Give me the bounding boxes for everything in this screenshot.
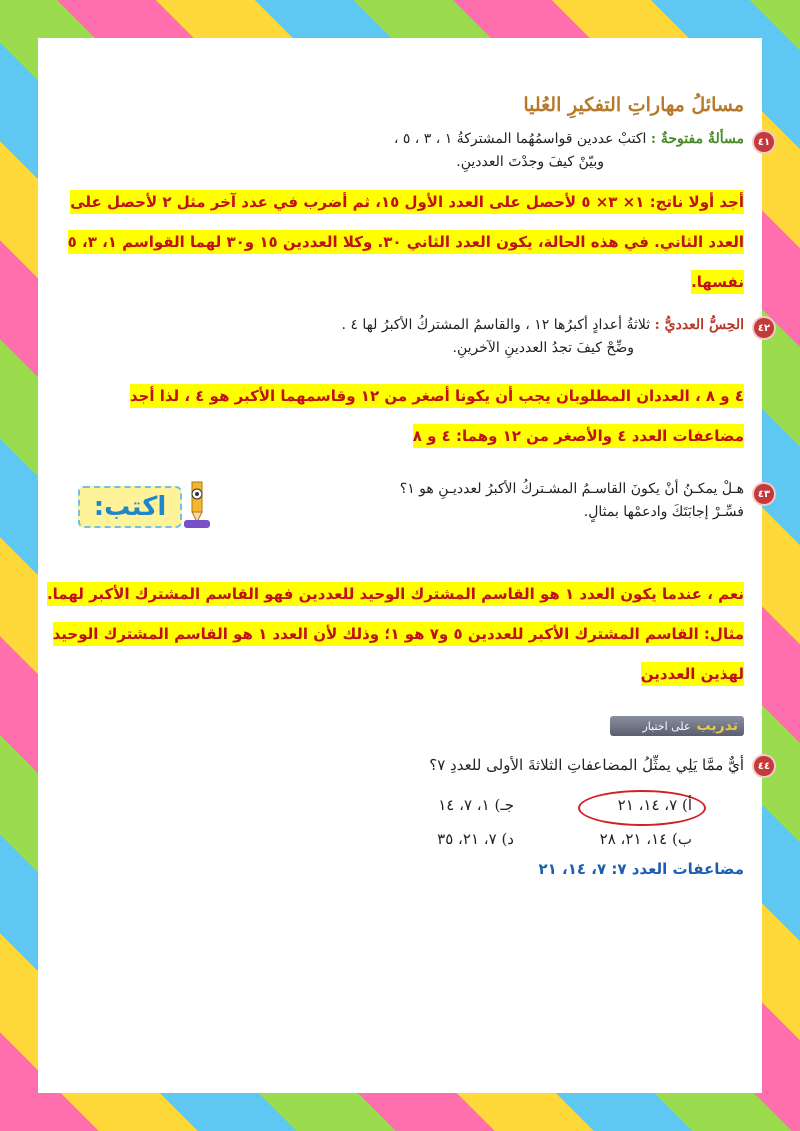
question-number-43: ٤٣: [754, 484, 774, 504]
question-41-line2: وبيّنْ كيفَ وجدْتَ العددينِ.: [456, 154, 604, 170]
write-badge-label: اكتب:: [78, 486, 182, 528]
worksheet-page: [38, 38, 771, 1093]
practice-bar: [610, 716, 744, 736]
pencil-character-icon: [180, 480, 214, 530]
option-c: جـ) ١، ٧، ١٤: [438, 796, 514, 814]
answer-43: [42, 574, 744, 694]
section-title-text: مسائلُ مهاراتِ التفكيرِ العُليا: [523, 94, 744, 116]
question-41-line1: اكتبْ عددين قواسمُهُما المشتركةُ ١ ، ٣ ، ٥ ،: [393, 131, 647, 147]
question-42-line2: وضِّحْ كيفَ تجدُ العددينِ الآخرينِ.: [452, 340, 634, 356]
question-42-line1: ثلاثةُ أعدادٍ أكبرُها ١٢ ، والقاسمُ المشتركُ الأكبرُ لها ٤ .: [341, 317, 651, 333]
number-sense-label: الحِسُّ العدديُّ :: [654, 317, 744, 333]
answer-42-line2: مضاعفات العدد ٤ والأصغر من ١٢ وهما: ٤ و ٨: [413, 424, 744, 448]
question-43: [304, 478, 744, 524]
answer-42-line1: ٤ و ٨ ، العددان المطلوبان يجب أن يكونا أصغر من ١٢ وقاسمهما الأكبر هو ٤ ، لذا أجد: [130, 384, 744, 408]
practice-title: تدريب: [696, 718, 738, 734]
answer-43-text: نعم ، عندما يكون العدد ١ هو القاسم المشترك الوحيد للعددين فهو القاسم المشترك الأكبر لهما. مثال: القاسم المشترك الأكبر للعددين ٥ و٧ هو ١؛ وذلك لأن العدد ١ هو القاسم المشترك الوحيد لهذين العددين: [47, 582, 744, 686]
answer-41: [42, 182, 744, 302]
question-number-42: ٤٢: [754, 318, 774, 338]
question-43-line2: فسِّـرْ إجابَتَكَ وادعمْها بمثالٍ.: [583, 504, 744, 520]
section-title: [523, 94, 744, 116]
question-number-41: ٤١: [754, 132, 774, 152]
question-44: أيٌّ ممَّا يَلِي يمثِّلُ المضاعفاتِ الثلاثةَ الأولى للعددِ ٧؟: [429, 756, 744, 774]
option-b: ب) ١٤، ٢١، ٢٨: [599, 830, 692, 848]
write-badge: [78, 480, 218, 532]
practice-subtitle: على اختبار: [642, 719, 691, 733]
question-42: [124, 314, 744, 360]
question-number-44: ٤٤: [754, 756, 774, 776]
question-41: [124, 128, 744, 174]
option-d: د) ٧، ٢١، ٣٥: [437, 830, 514, 848]
option-a: أ) ٧، ١٤، ٢١: [617, 796, 692, 814]
answer-42: [42, 376, 744, 456]
answer-44: مضاعفات العدد ٧: ٧، ١٤، ٢١: [538, 860, 744, 878]
open-problem-label: مسألةٌ مفتوحةٌ :: [650, 131, 744, 147]
question-43-line1: هـلْ يمكـنُ أنْ يكونَ القاسـمُ المشـتركُ الأكبرُ لعدديـنِ هو ١؟: [399, 481, 744, 497]
answer-41-text: أجد أولا ناتج: ١× ٣× ٥ لأحصل على العدد الأول ١٥، ثم أضرب في عدد آخر مثل ٢ لأحصل على العدد الثاني. في هذه الحالة، يكون العدد الثاني ٣٠. وكلا العددين ١٥ و٣٠ لهما القواسم ١، ٣، ٥ نفسها.: [68, 190, 744, 294]
practice-test-badge: [604, 714, 744, 738]
